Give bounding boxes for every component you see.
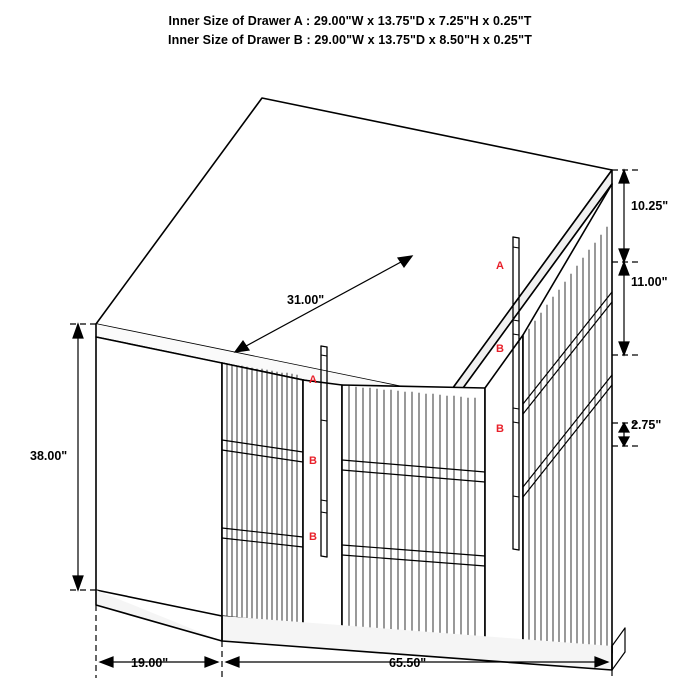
marker-left-b2: B bbox=[309, 531, 317, 543]
dim-label-depth: 31.00" bbox=[287, 293, 325, 307]
dim-right-275 bbox=[619, 423, 629, 446]
marker-left-b1: B bbox=[309, 455, 317, 467]
dim-right-10 bbox=[619, 170, 629, 262]
drawer-a-note: Inner Size of Drawer A : 29.00"W x 13.75"D x 7.25"H x 0.25"T bbox=[168, 14, 532, 28]
dim-label-right-bottom: 2.75" bbox=[631, 418, 662, 432]
left-side-panel bbox=[96, 337, 222, 616]
marker-right-a: A bbox=[496, 260, 504, 272]
left-handle-column bbox=[303, 346, 342, 630]
marker-left-a: A bbox=[309, 374, 317, 386]
left-drawer-column bbox=[222, 363, 303, 625]
dim-right-11 bbox=[619, 262, 629, 355]
dim-height-38 bbox=[70, 324, 96, 590]
drawer-b-note: Inner Size of Drawer B : 29.00"W x 13.75"D x 8.50"H x 0.25"T bbox=[168, 33, 532, 47]
marker-right-b1: B bbox=[496, 343, 504, 355]
center-drawer-column bbox=[342, 385, 485, 642]
dim-label-right-mid: 11.00" bbox=[631, 275, 668, 289]
dim-label-bottom-left: 19.00" bbox=[131, 656, 169, 670]
dim-label-height: 38.00" bbox=[30, 449, 68, 463]
dim-label-right-top: 10.25" bbox=[631, 199, 669, 213]
dim-label-bottom-main: 65.50" bbox=[389, 656, 427, 670]
marker-right-b2: B bbox=[496, 423, 504, 435]
